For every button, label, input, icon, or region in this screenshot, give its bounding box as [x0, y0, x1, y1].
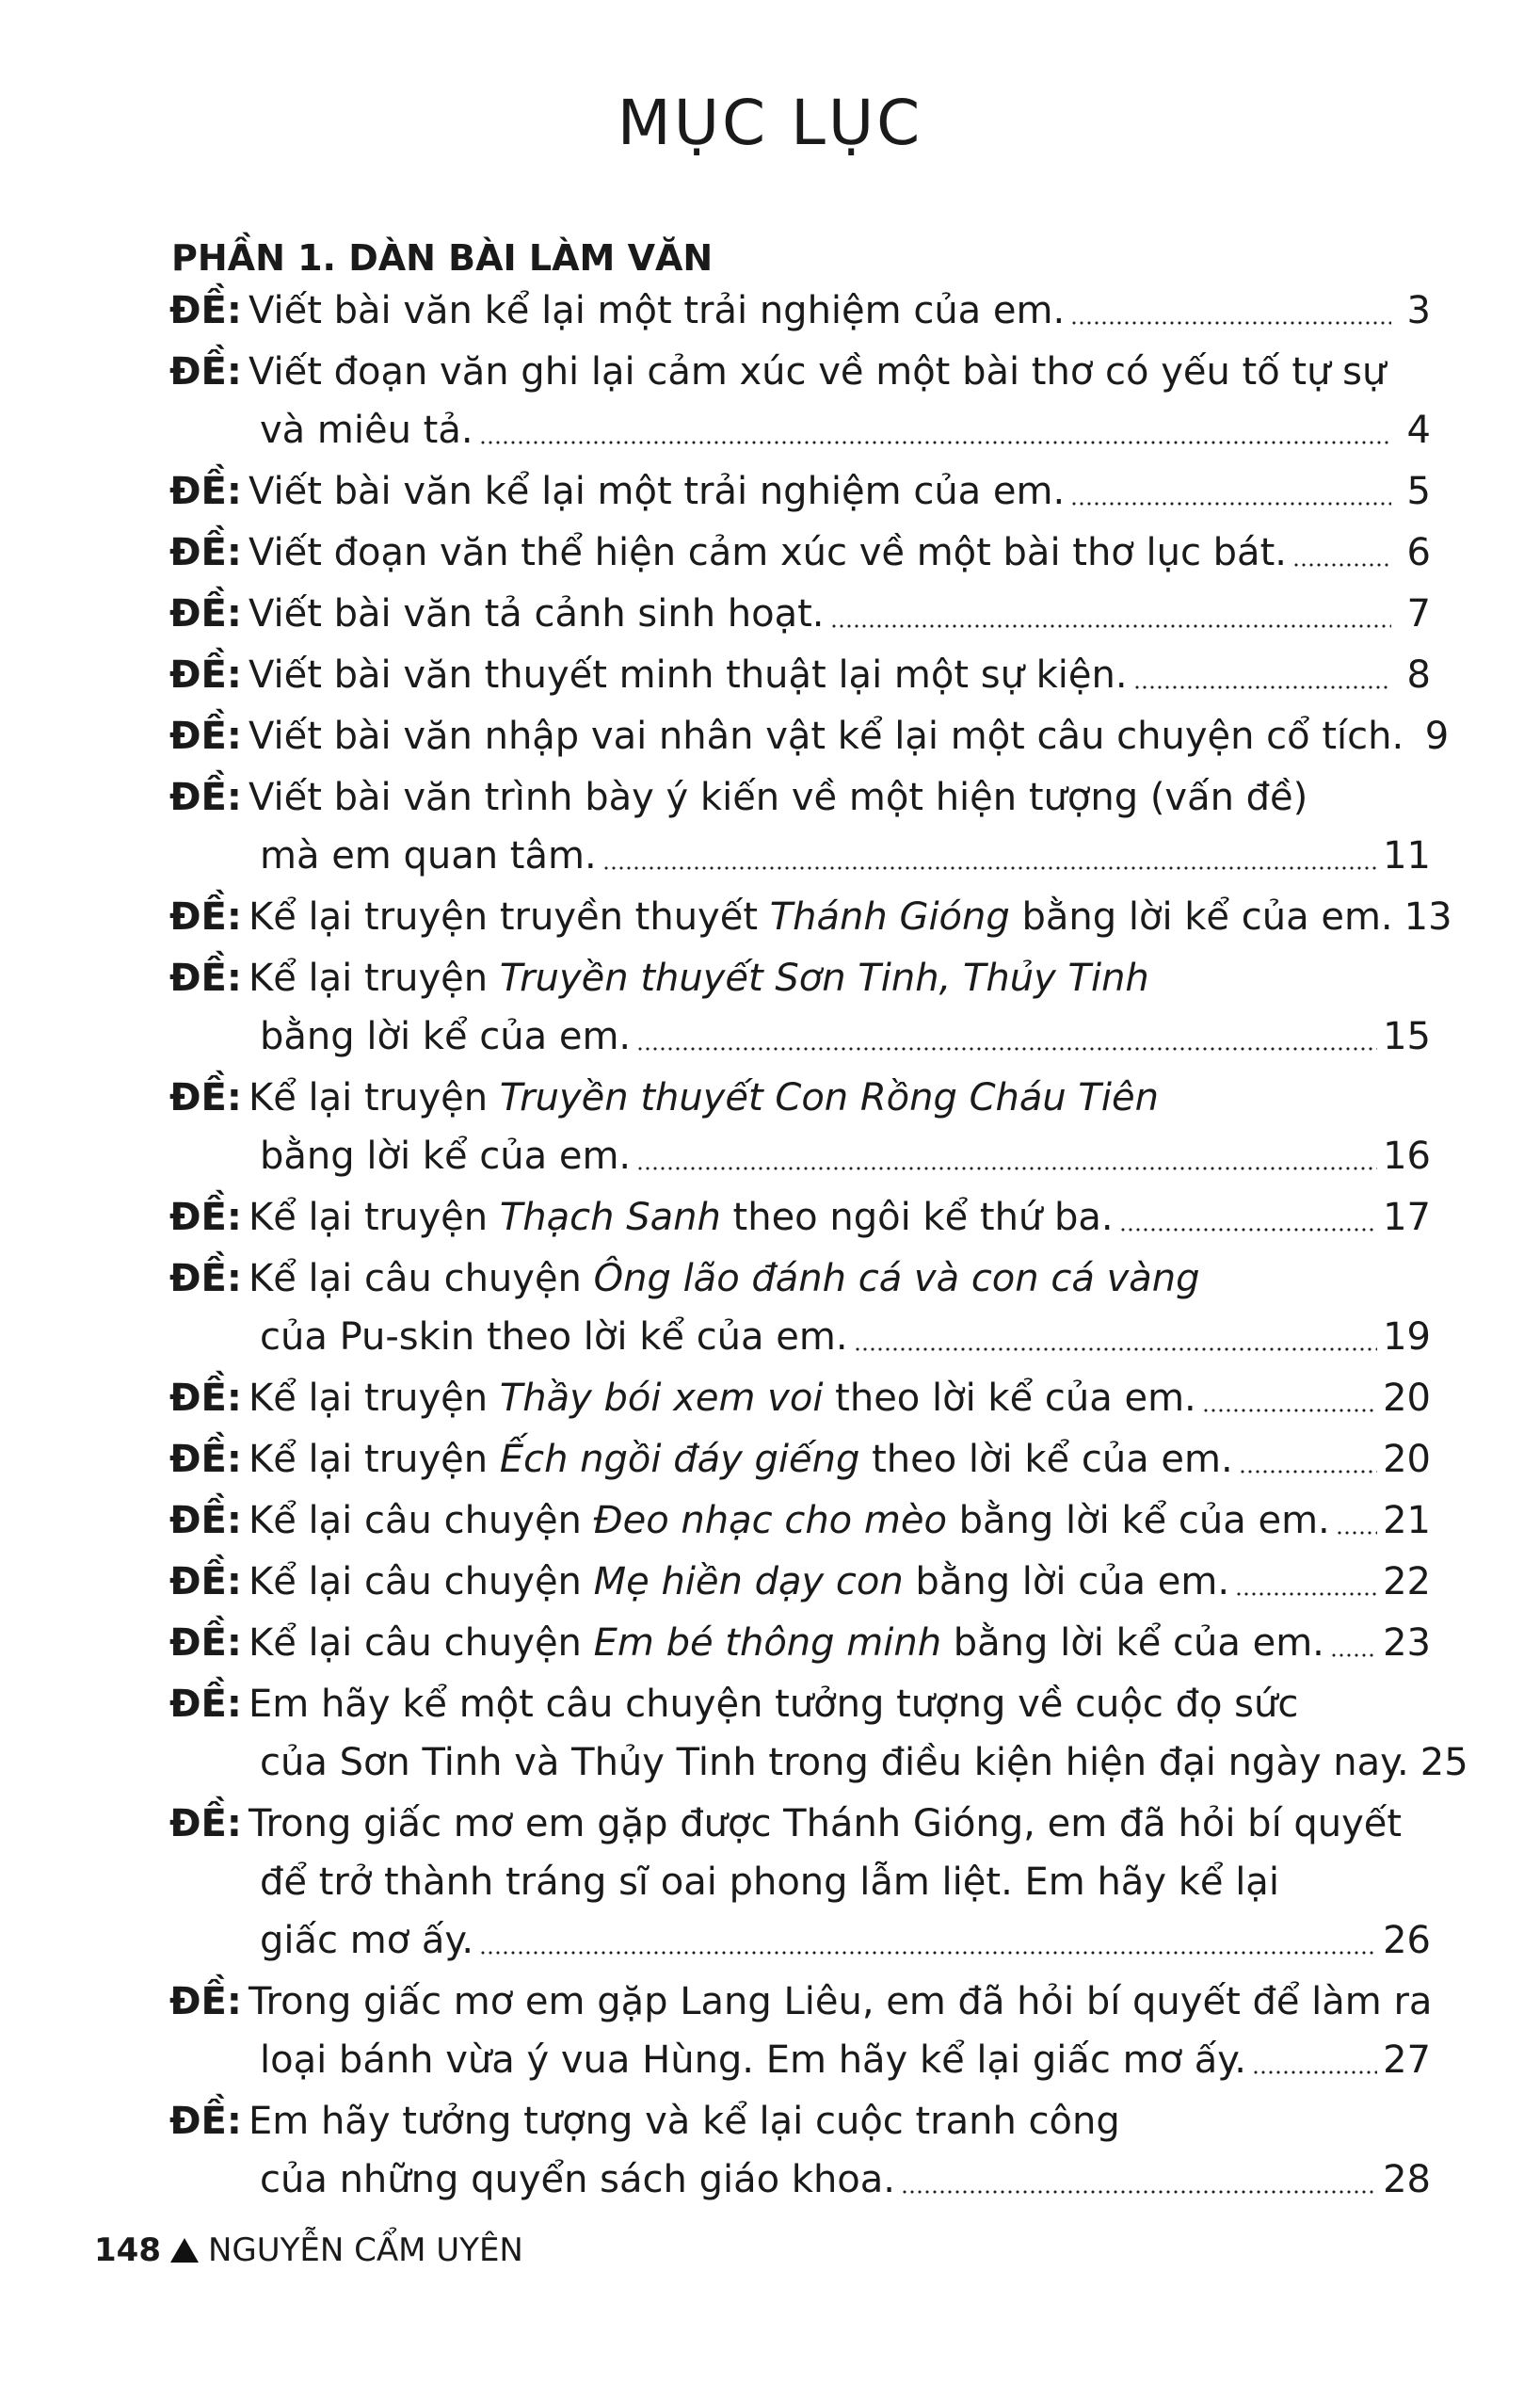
entry-label: ĐỀ: — [169, 1802, 242, 1845]
entry-page-number: 21 — [1383, 1499, 1431, 1542]
entry-label: ĐỀ: — [169, 350, 242, 394]
dot-leader — [1070, 318, 1391, 328]
entry-page-number: 25 — [1420, 1741, 1468, 1784]
entry-text: Viết bài văn nhập vai nhân vật kể lại một câu chuyện cổ tích. — [249, 715, 1404, 758]
dot-leader — [1202, 1406, 1377, 1415]
entry-label: ĐỀ: — [169, 776, 242, 819]
triangle-icon — [170, 2238, 199, 2263]
entry-label: ĐỀ: — [169, 1196, 242, 1239]
dot-leader — [636, 1164, 1377, 1173]
toc-entry — [169, 586, 1431, 644]
toc-entry — [169, 1676, 1468, 1793]
dot-leader — [479, 438, 1391, 447]
toc-entry — [169, 889, 1452, 947]
entry-text: của Pu-skin theo lời kể của em. — [260, 1315, 848, 1359]
entry-page-number: 5 — [1406, 470, 1431, 513]
dot-leader — [1330, 1651, 1377, 1660]
entry-page-number: 9 — [1424, 715, 1450, 758]
dot-leader — [854, 1345, 1378, 1354]
entry-text: bằng lời kể của em. — [260, 1135, 632, 1178]
dot-leader — [1336, 1528, 1377, 1538]
entry-page-number: 26 — [1383, 1919, 1431, 1962]
toc-entry — [169, 1492, 1431, 1551]
toc-entry — [169, 282, 1431, 341]
entry-text: của những quyển sách giáo khoa. — [260, 2158, 895, 2201]
entry-text: Kể lại câu chuyện Ông lão đánh cá và con cá vàng — [249, 1257, 1200, 1300]
entry-text: Viết bài văn kể lại một trải nghiệm của em. — [249, 470, 1066, 513]
toc-entry — [169, 524, 1431, 583]
dot-leader — [830, 621, 1391, 631]
footer-page-number: 148 — [94, 2231, 161, 2269]
page-title: MỤC LỤC — [617, 87, 923, 159]
entry-text: Viết bài văn thuyết minh thuật lại một sự kiện. — [249, 653, 1128, 697]
entry-label: ĐỀ: — [169, 2100, 242, 2143]
entry-text: Viết đoạn văn thể hiện cảm xúc về một bài thơ lục bát. — [249, 531, 1287, 574]
entry-text: Kể lại truyện truyền thuyết Thánh Gióng bằng lời kể của em. — [249, 895, 1393, 939]
entry-page-number: 13 — [1404, 895, 1452, 939]
entry-label: ĐỀ: — [169, 1438, 242, 1481]
toc-entry — [169, 1250, 1431, 1367]
toc-entry — [169, 1370, 1431, 1428]
entry-page-number: 28 — [1383, 2158, 1431, 2201]
entry-label: ĐỀ: — [169, 1076, 242, 1120]
entry-label: ĐỀ: — [169, 1621, 242, 1665]
entry-page-number: 17 — [1383, 1196, 1431, 1239]
entry-text: giấc mơ ấy. — [260, 1919, 474, 1962]
toc-entry — [169, 1070, 1431, 1186]
entry-text: Kể lại truyện Ếch ngồi đáy giếng theo lời kể của em. — [249, 1438, 1233, 1481]
toc-entry — [169, 708, 1450, 766]
dot-leader — [602, 863, 1377, 873]
entry-page-number: 3 — [1406, 289, 1431, 332]
entry-label: ĐỀ: — [169, 957, 242, 1000]
entry-text: Trong giấc mơ em gặp được Thánh Gióng, em đã hỏi bí quyết — [249, 1802, 1403, 1845]
toc-entry — [169, 647, 1431, 705]
entry-page-number: 15 — [1383, 1015, 1431, 1058]
entry-text: của Sơn Tinh và Thủy Tinh trong điều kiện hiện đại ngày nay. — [260, 1741, 1409, 1784]
toc-entry — [169, 1554, 1431, 1612]
toc-entry — [169, 344, 1431, 460]
entry-label: ĐỀ: — [169, 1377, 242, 1420]
entry-page-number: 6 — [1406, 531, 1431, 574]
dot-leader — [901, 2187, 1377, 2197]
entry-text: Viết bài văn kể lại một trải nghiệm của em. — [249, 289, 1066, 332]
entry-page-number: 11 — [1383, 834, 1431, 878]
entry-text: Kể lại truyện Truyền thuyết Sơn Tinh, Thủy Tinh — [249, 957, 1149, 1000]
entry-label: ĐỀ: — [169, 1560, 242, 1603]
entry-page-number: 22 — [1383, 1560, 1431, 1603]
entry-text: loại bánh vừa ý vua Hùng. Em hãy kể lại giấc mơ ấy. — [260, 2038, 1246, 2082]
entry-text: Kể lại câu chuyện Đeo nhạc cho mèo bằng lời kể của em. — [249, 1499, 1330, 1542]
entry-page-number: 4 — [1406, 409, 1431, 452]
entry-label: ĐỀ: — [169, 1980, 242, 2023]
entry-page-number: 20 — [1383, 1438, 1431, 1481]
entry-text: để trở thành tráng sĩ oai phong lẫm liệt. Em hãy kể lại — [260, 1860, 1279, 1904]
entry-label: ĐỀ: — [169, 1683, 242, 1726]
entry-label: ĐỀ: — [169, 653, 242, 697]
toc-entry — [169, 1431, 1431, 1490]
dot-leader — [1133, 683, 1391, 692]
toc-entry — [169, 1796, 1431, 1971]
toc-entry — [169, 769, 1431, 886]
dot-leader — [1235, 1589, 1377, 1599]
dot-leader — [1252, 2068, 1377, 2077]
section-heading: PHẦN 1. DÀN BÀI LÀM VĂN — [171, 237, 714, 279]
entry-page-number: 20 — [1383, 1377, 1431, 1420]
entry-text: Em hãy kể một câu chuyện tưởng tượng về cuộc đọ sức — [249, 1683, 1299, 1726]
entry-text: bằng lời kể của em. — [260, 1015, 632, 1058]
entry-label: ĐỀ: — [169, 531, 242, 574]
entry-page-number: 27 — [1383, 2038, 1431, 2082]
toc-entry — [169, 463, 1431, 522]
toc-entry — [169, 1615, 1431, 1673]
entry-text: Kể lại truyện Truyền thuyết Con Rồng Cháu Tiên — [249, 1076, 1159, 1120]
entry-text: Kể lại truyện Thầy bói xem voi theo lời kể của em. — [249, 1377, 1196, 1420]
entry-text: mà em quan tâm. — [260, 834, 597, 878]
footer-author: NGUYỄN CẨM UYÊN — [207, 2231, 523, 2269]
page-footer — [94, 2231, 523, 2269]
dot-leader — [1292, 560, 1391, 570]
dot-leader — [636, 1044, 1377, 1054]
entry-text: Viết bài văn trình bày ý kiến về một hiện tượng (vấn đề) — [249, 776, 1308, 819]
toc-entry — [169, 2093, 1431, 2210]
dot-leader — [1239, 1467, 1377, 1476]
entry-label: ĐỀ: — [169, 895, 242, 939]
entry-text: Trong giấc mơ em gặp Lang Liêu, em đã hỏi bí quyết để làm ra — [249, 1980, 1433, 2023]
entry-label: ĐỀ: — [169, 715, 242, 758]
entry-text: Kể lại truyện Thạch Sanh theo ngôi kể thứ ba. — [249, 1196, 1114, 1239]
entry-text: và miêu tả. — [260, 409, 473, 452]
toc-entry — [169, 950, 1431, 1067]
entry-page-number: 16 — [1383, 1135, 1431, 1178]
entry-text: Viết bài văn tả cảnh sinh hoạt. — [249, 592, 825, 636]
toc-entry — [169, 1973, 1431, 2090]
entry-text: Em hãy tưởng tượng và kể lại cuộc tranh công — [249, 2100, 1120, 2143]
entry-page-number: 19 — [1383, 1315, 1431, 1359]
entry-text: Viết đoạn văn ghi lại cảm xúc về một bài thơ có yếu tố tự sự — [249, 350, 1387, 394]
entry-text: Kể lại câu chuyện Em bé thông minh bằng lời kể của em. — [249, 1621, 1324, 1665]
entry-page-number: 7 — [1406, 592, 1431, 636]
entry-label: ĐỀ: — [169, 1257, 242, 1300]
dot-leader — [1119, 1225, 1377, 1234]
entry-label: ĐỀ: — [169, 289, 242, 332]
entry-label: ĐỀ: — [169, 592, 242, 636]
entry-page-number: 8 — [1406, 653, 1431, 697]
dot-leader — [479, 1948, 1377, 1957]
dot-leader — [1070, 499, 1391, 508]
entry-page-number: 23 — [1383, 1621, 1431, 1665]
entry-label: ĐỀ: — [169, 470, 242, 513]
toc-entry — [169, 1189, 1431, 1248]
entry-text: Kể lại câu chuyện Mẹ hiền dạy con bằng lời của em. — [249, 1560, 1230, 1603]
entry-label: ĐỀ: — [169, 1499, 242, 1542]
